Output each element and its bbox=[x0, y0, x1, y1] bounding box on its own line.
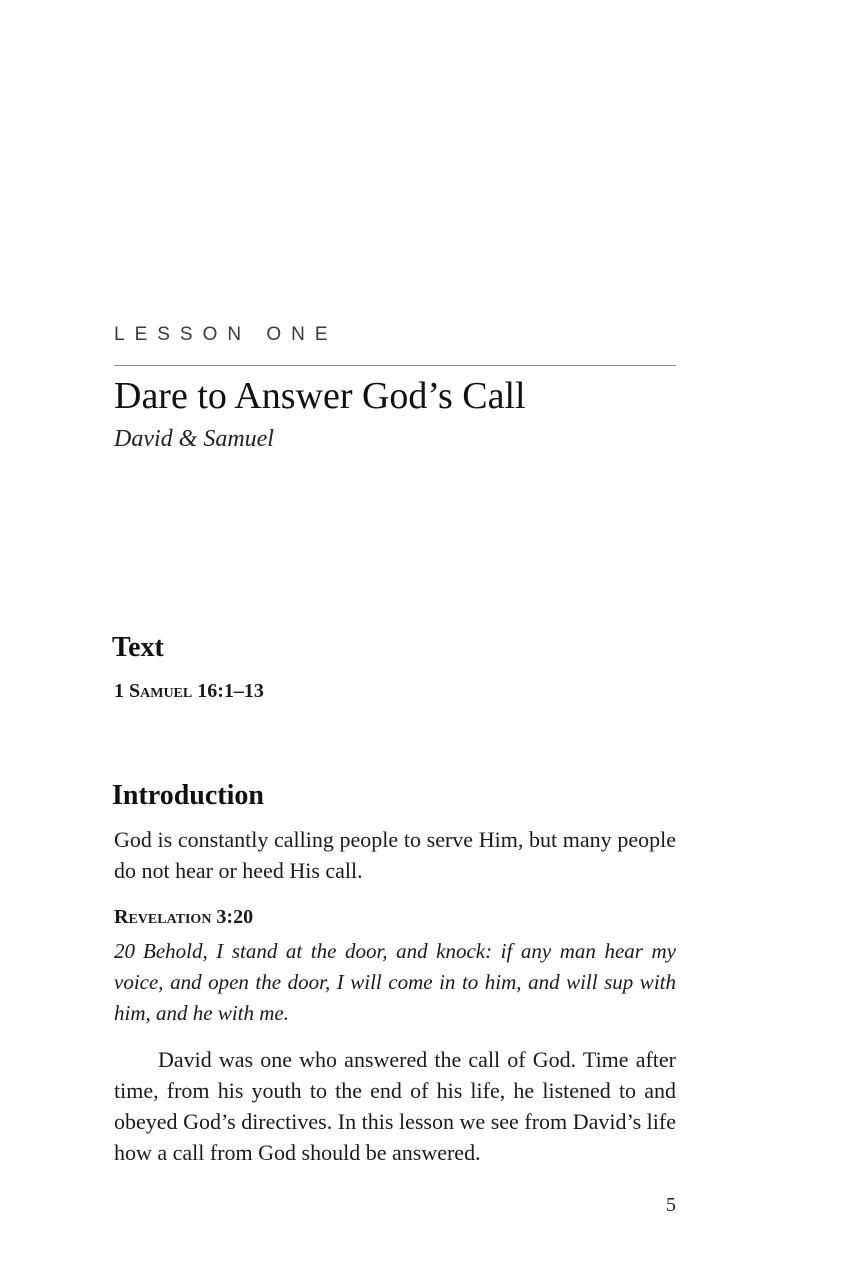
page-number: 5 bbox=[666, 1194, 676, 1216]
lesson-title: Dare to Answer God’s Call bbox=[114, 375, 526, 417]
body-paragraph: David was one who answered the call of God. Time after time, from his youth to the end of his life, he listened to and obeyed God’s directives. In this lesson we see from David’s life how a call from God should be answered. bbox=[114, 1047, 676, 1165]
lesson-subtitle: David & Samuel bbox=[114, 426, 274, 452]
text-heading: Text bbox=[112, 632, 164, 663]
verse-number: 20 bbox=[114, 939, 135, 963]
scripture-reference: Revelation 3:20 bbox=[114, 906, 254, 928]
title-rule bbox=[114, 365, 676, 366]
verse-text: Behold, I stand at the door, and knock: if any man hear my voice, and open the door, I will come in to him, and will sup with him, and he with me. bbox=[114, 939, 676, 1025]
introduction-heading: Introduction bbox=[112, 780, 264, 811]
lesson-label: LESSON ONE bbox=[114, 324, 338, 345]
scripture-verse bbox=[114, 936, 676, 1029]
introduction-paragraph: God is constantly calling people to serve Him, but many people do not hear or heed His call. bbox=[114, 827, 676, 883]
text-reference: 1 Samuel 16:1–13 bbox=[114, 680, 264, 702]
